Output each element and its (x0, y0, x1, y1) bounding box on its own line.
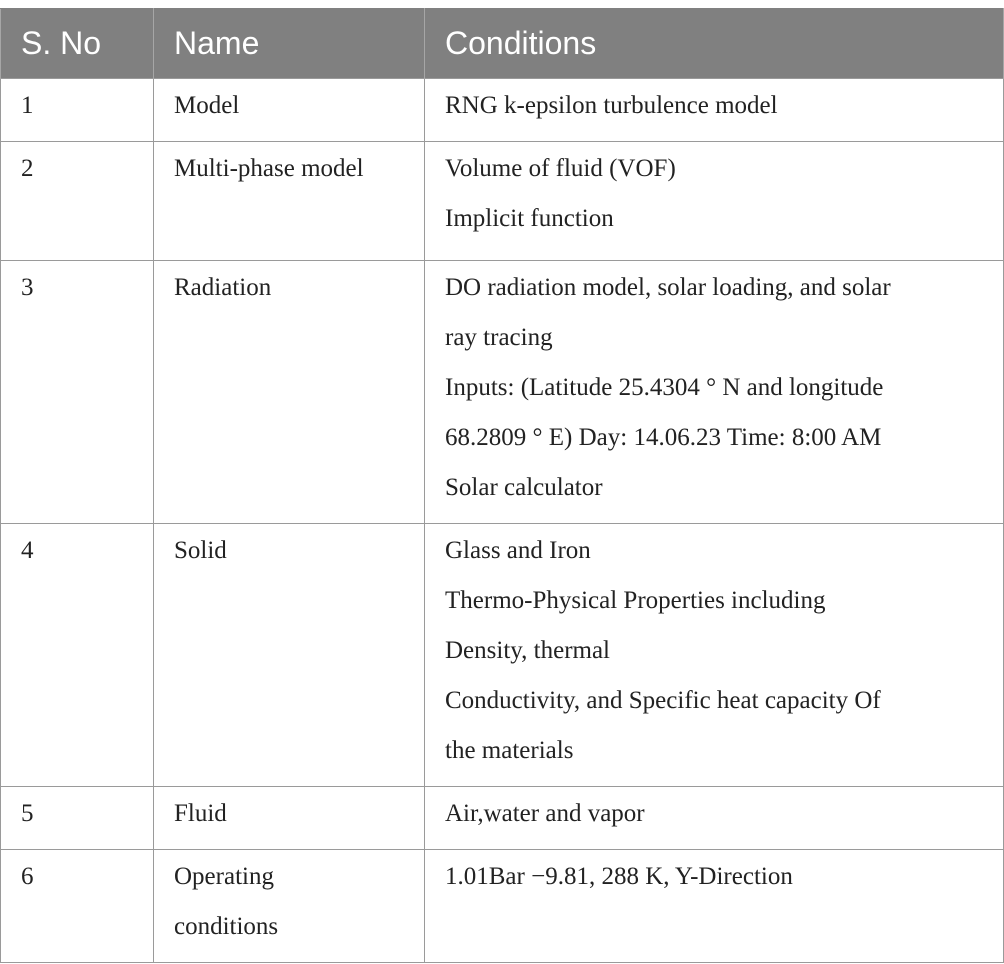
cell-text: 3 (21, 274, 34, 301)
cell-text: Density, thermal (445, 637, 611, 664)
cell-text: 1 (21, 92, 34, 119)
table-body (1, 79, 1004, 963)
cell-conditions (425, 142, 1004, 261)
cell-text: Inputs: (Latitude 25.4304 ° N and longitude (445, 374, 884, 401)
header-row (1, 9, 1004, 79)
cell-text: 1.01Bar −9.81, 288 K, Y-Direction (445, 863, 793, 890)
cell-text: Model (174, 92, 240, 119)
cell-name (154, 850, 425, 963)
cell-text: Fluid (174, 800, 227, 827)
cell-sno (1, 142, 154, 261)
cell-name (154, 524, 425, 787)
cell-text: Radiation (174, 274, 272, 301)
cell-text: conditions (174, 913, 279, 940)
cell-name (154, 261, 425, 524)
cell-conditions (425, 850, 1004, 963)
cell-text: Operating (174, 863, 274, 890)
table-row (1, 787, 1004, 850)
cell-text: the materials (445, 737, 574, 764)
cell-text: Volume of fluid (VOF) (445, 155, 676, 182)
header-conditions: Conditions (425, 9, 1004, 79)
cell-text: Multi-phase model (174, 155, 364, 182)
cell-text: RNG k-epsilon turbulence model (445, 92, 778, 119)
cell-name (154, 142, 425, 261)
cell-text: Solid (174, 537, 227, 564)
cell-sno (1, 79, 154, 142)
cell-name (154, 787, 425, 850)
cell-sno (1, 524, 154, 787)
cell-text: 5 (21, 800, 34, 827)
cell-text: Solar calculator (445, 474, 603, 501)
cell-text: Conductivity, and Specific heat capacity Of (445, 687, 881, 714)
cell-conditions (425, 261, 1004, 524)
cell-text: 4 (21, 537, 34, 564)
header-sno: S. No (1, 9, 154, 79)
table-header (1, 9, 1004, 79)
header-name: Name (154, 9, 425, 79)
table-row (1, 850, 1004, 963)
data-table-container (0, 8, 1003, 963)
cell-conditions (425, 524, 1004, 787)
cell-text: 6 (21, 863, 34, 890)
table-row (1, 79, 1004, 142)
conditions-table (0, 8, 1004, 963)
cell-name (154, 79, 425, 142)
cell-sno (1, 850, 154, 963)
table-row (1, 142, 1004, 261)
cell-text: Air,water and vapor (445, 800, 645, 827)
table-row (1, 524, 1004, 787)
cell-conditions (425, 787, 1004, 850)
cell-text: 2 (21, 155, 34, 182)
cell-text: 68.2809 ° E) Day: 14.06.23 Time: 8:00 AM (445, 424, 882, 451)
cell-text: DO radiation model, solar loading, and solar (445, 274, 891, 301)
cell-text: Glass and Iron (445, 537, 591, 564)
cell-text: Thermo-Physical Properties including (445, 587, 826, 614)
cell-text: ray tracing (445, 324, 553, 351)
cell-text: Implicit function (445, 205, 614, 232)
table-row (1, 261, 1004, 524)
cell-conditions (425, 79, 1004, 142)
cell-sno (1, 261, 154, 524)
cell-sno (1, 787, 154, 850)
